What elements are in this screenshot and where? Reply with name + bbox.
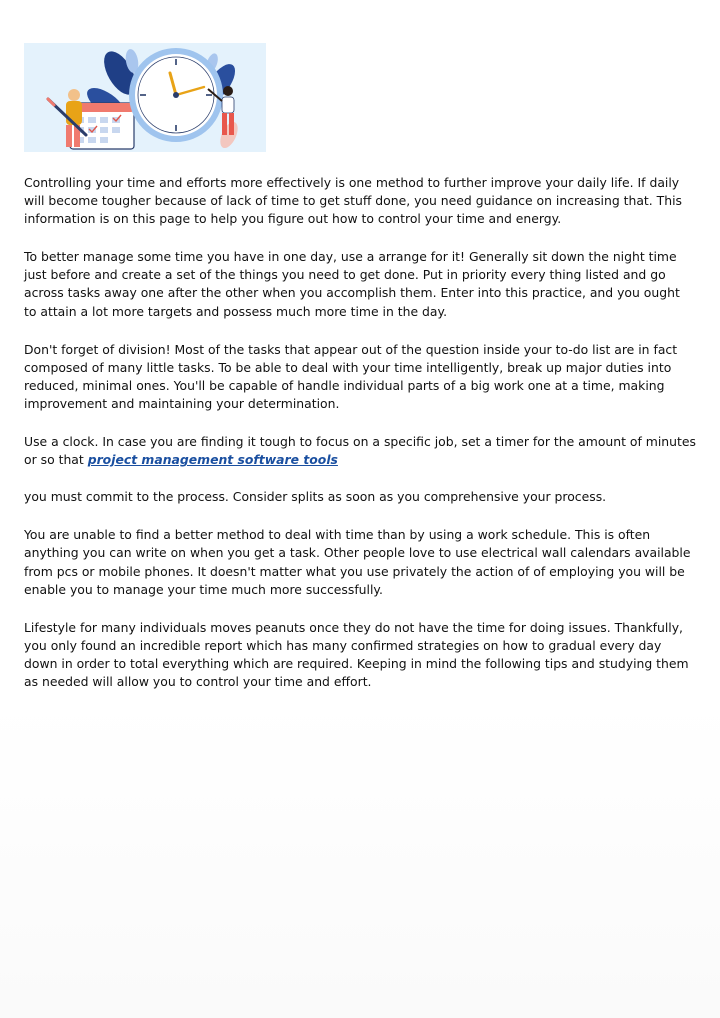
paragraph: you must commit to the process. Consider splits as soon as you comprehensive your process. bbox=[24, 489, 607, 505]
paragraph: Lifestyle for many individuals moves peanuts once they do not have the time for doing issues. Thankfully, you only found an incredible report which has many confirmed strategies on how to gradual every day down in order to total everything which are required. Keeping in mind the following tips and studying them as needed will allow you to control your time and effort. bbox=[24, 619, 689, 689]
paragraph bbox=[24, 433, 696, 469]
project-management-link[interactable]: project management software tools bbox=[87, 452, 338, 468]
paragraph-text: Use a clock. In case you are finding it tough to focus on a specific job, set a timer for the amount of minutes or so that bbox=[24, 434, 696, 468]
paragraph: To better manage some time you have in one day, use a arrange for it! Generally sit down the night time just before and create a set of the things you need to get done. Put in priority every thing listed and go across tasks away one after the other when you accomplish them. Enter into this practice, and you ought to attain a lot more targets and possess much more time in the day. bbox=[24, 249, 680, 319]
paragraph: Controlling your time and efforts more effectively is one method to further improve your daily life. If daily will become tougher because of lack of time to get stuff done, you need guidance on increasing that. This information is on this page to help you figure out how to control your time and energy. bbox=[24, 175, 682, 227]
article-body bbox=[24, 174, 696, 711]
time-management-illustration-icon bbox=[24, 43, 266, 152]
paragraph: You are unable to find a better method to deal with time than by using a work schedule. This is often anything you can write on when you get a task. Other people love to use electrical wall calendars available from pcs or mobile phones. It doesn't matter what you use privately the action of of employing you will be enable you to manage your time much more successfully. bbox=[24, 527, 691, 597]
paragraph: Don't forget of division! Most of the tasks that appear out of the question inside your to-do list are in fact composed of many little tasks. To be able to deal with your time intelligently, break up major duties into reduced, minimal ones. You'll be capable of handle individual parts of a big work one at a time, making improvement and maintaining your determination. bbox=[24, 341, 678, 411]
hero-image bbox=[24, 43, 266, 152]
